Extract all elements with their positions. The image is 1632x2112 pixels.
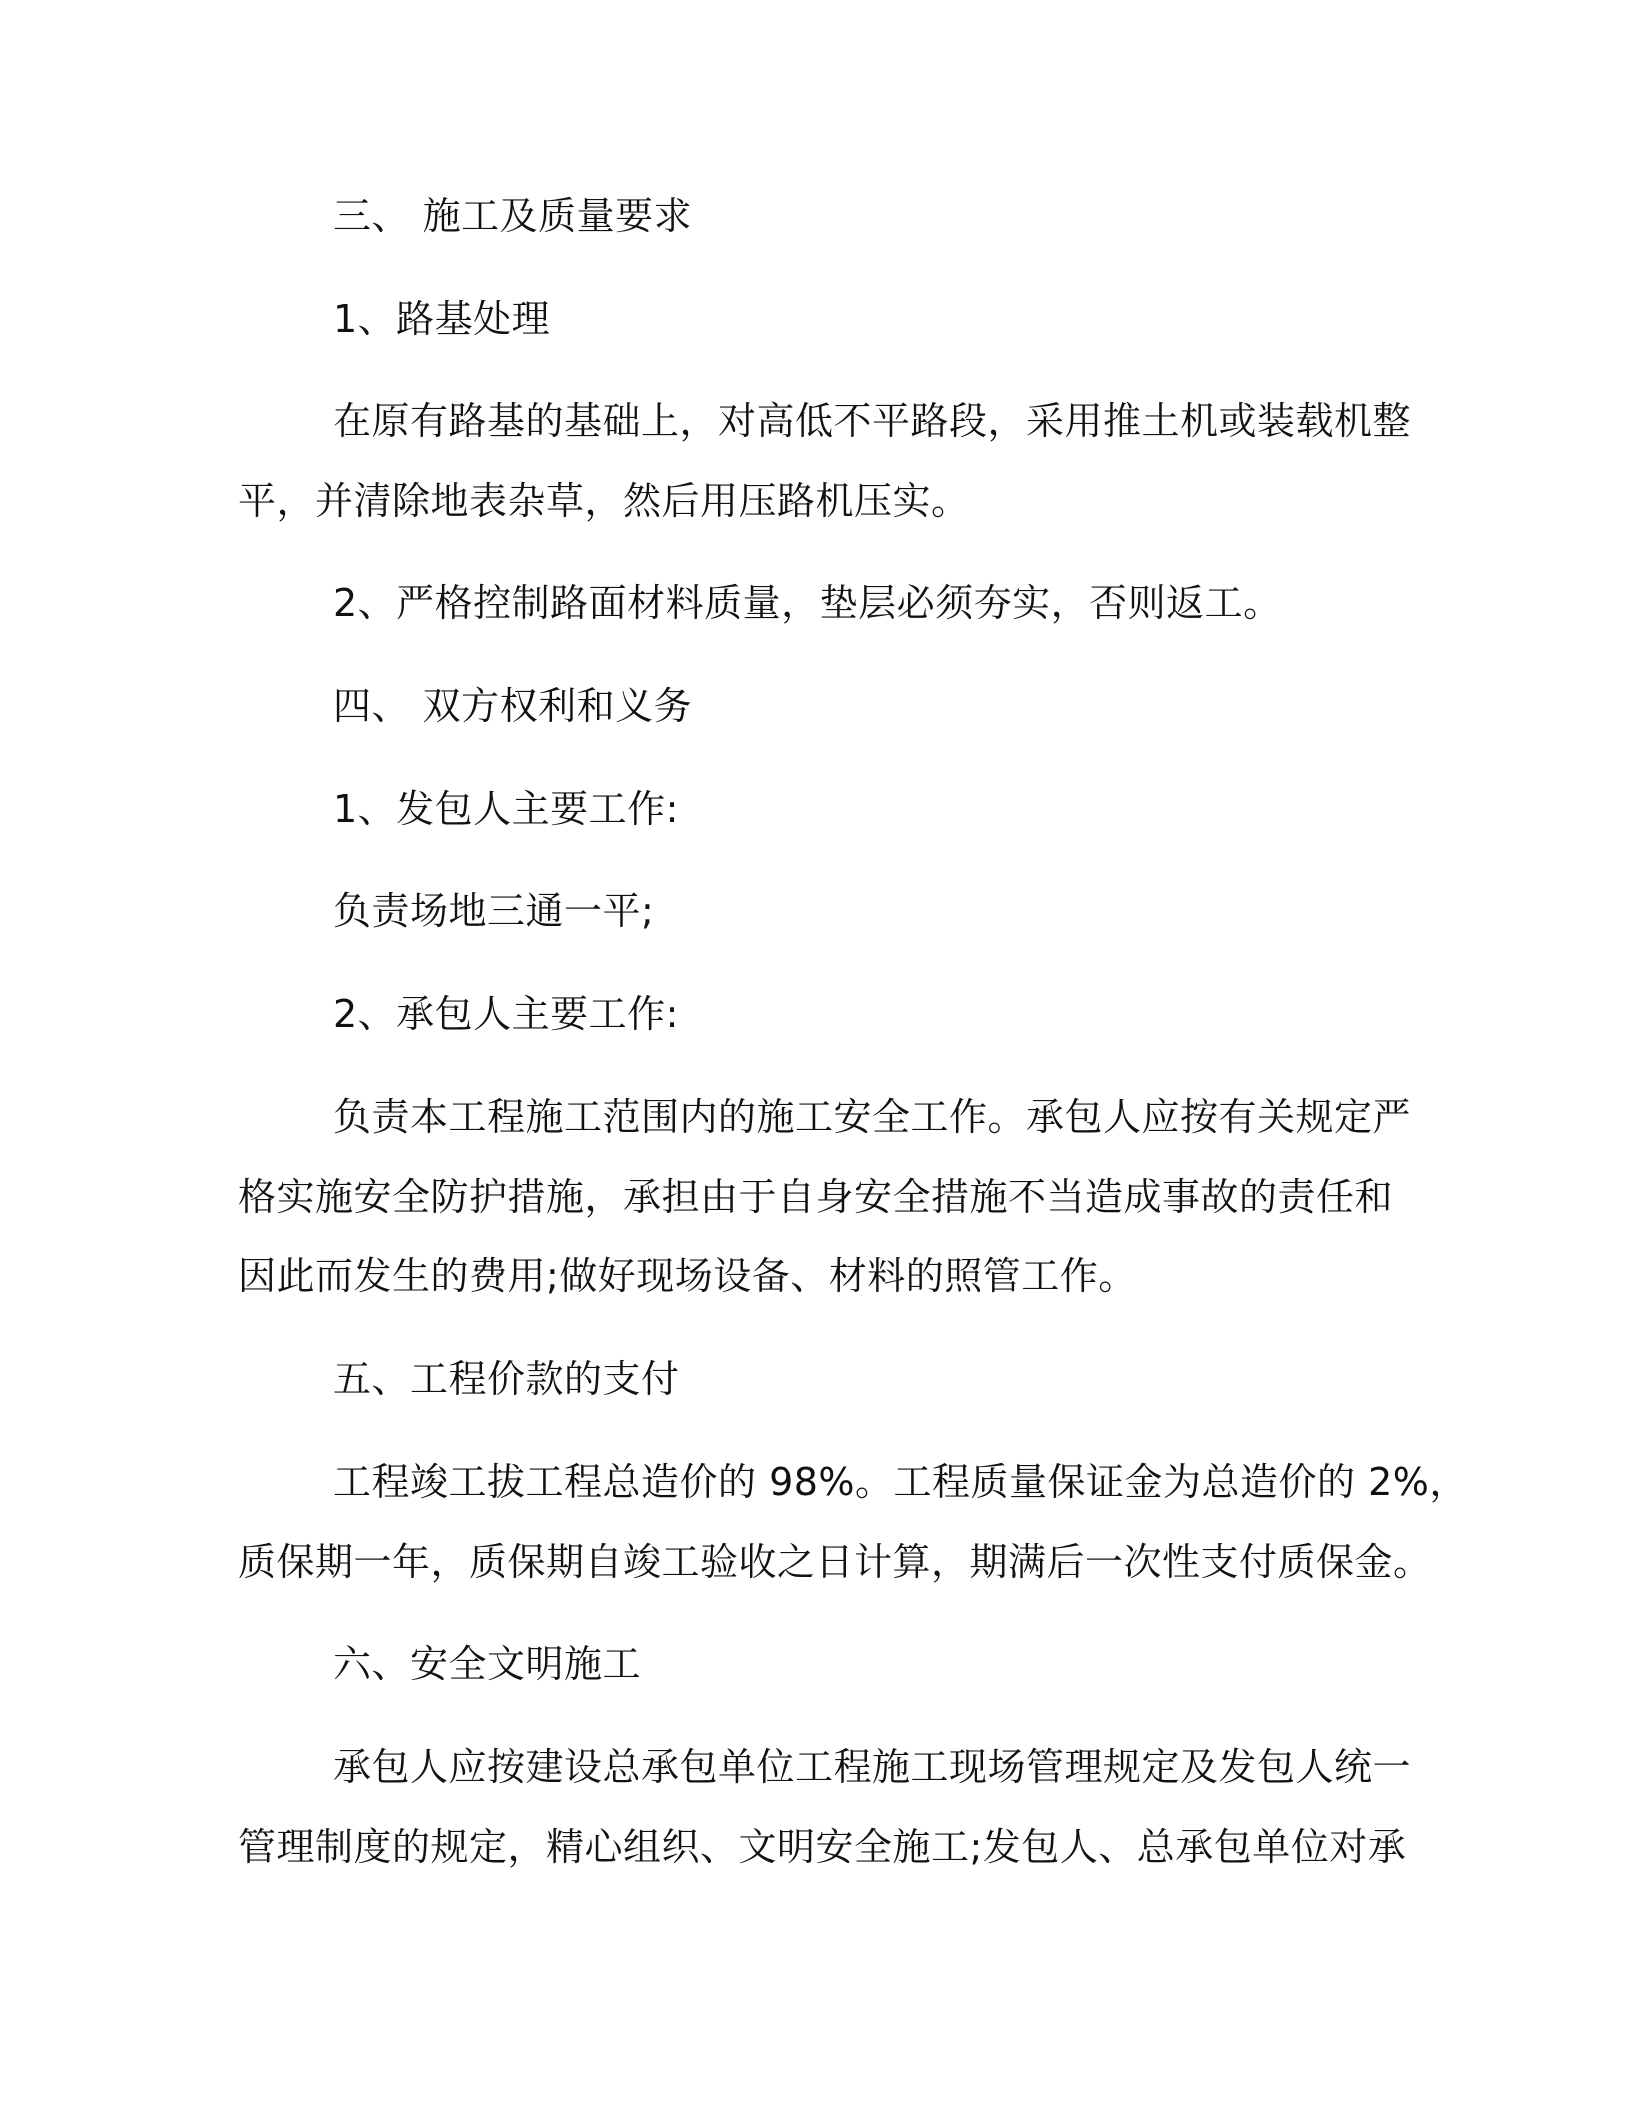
paragraph-line: 因此而发生的费用;做好现场设备、材料的照管工作。 bbox=[238, 1254, 1137, 1298]
paragraph-line: 2、严格控制路面材料质量，垫层必须夯实，否则返工。 bbox=[333, 581, 1282, 625]
section-heading-5: 五、工程价款的支付 bbox=[333, 1357, 680, 1401]
paragraph-line: 工程竣工拔工程总造价的 98%。工程质量保证金为总造价的 2%， bbox=[333, 1460, 1468, 1504]
paragraph-line: 在原有路基的基础上，对高低不平路段，采用推土机或装载机整 bbox=[333, 399, 1412, 443]
section-heading-6: 六、安全文明施工 bbox=[333, 1642, 642, 1686]
paragraph-line: 平，并清除地表杂草，然后用压路机压实。 bbox=[238, 479, 970, 523]
paragraph-line: 质保期一年，质保期自竣工验收之日计算，期满后一次性支付质保金。 bbox=[238, 1540, 1432, 1584]
paragraph-line: 负责本工程施工范围内的施工安全工作。承包人应按有关规定严 bbox=[333, 1095, 1412, 1139]
subheading-employer: 1、发包人主要工作: bbox=[333, 787, 679, 831]
subheading-roadbed: 1、路基处理 bbox=[333, 297, 551, 341]
section-heading-4: 四、 双方权利和义务 bbox=[333, 684, 693, 728]
paragraph-line: 负责场地三通一平; bbox=[333, 889, 655, 933]
subheading-contractor: 2、承包人主要工作: bbox=[333, 992, 679, 1036]
section-heading-3: 三、 施工及质量要求 bbox=[333, 194, 693, 238]
paragraph-line: 格实施安全防护措施，承担由于自身安全措施不当造成事故的责任和 bbox=[238, 1175, 1394, 1219]
paragraph-line: 管理制度的规定，精心组织、文明安全施工;发包人、总承包单位对承 bbox=[238, 1825, 1407, 1869]
paragraph-line: 承包人应按建设总承包单位工程施工现场管理规定及发包人统一 bbox=[333, 1745, 1412, 1789]
